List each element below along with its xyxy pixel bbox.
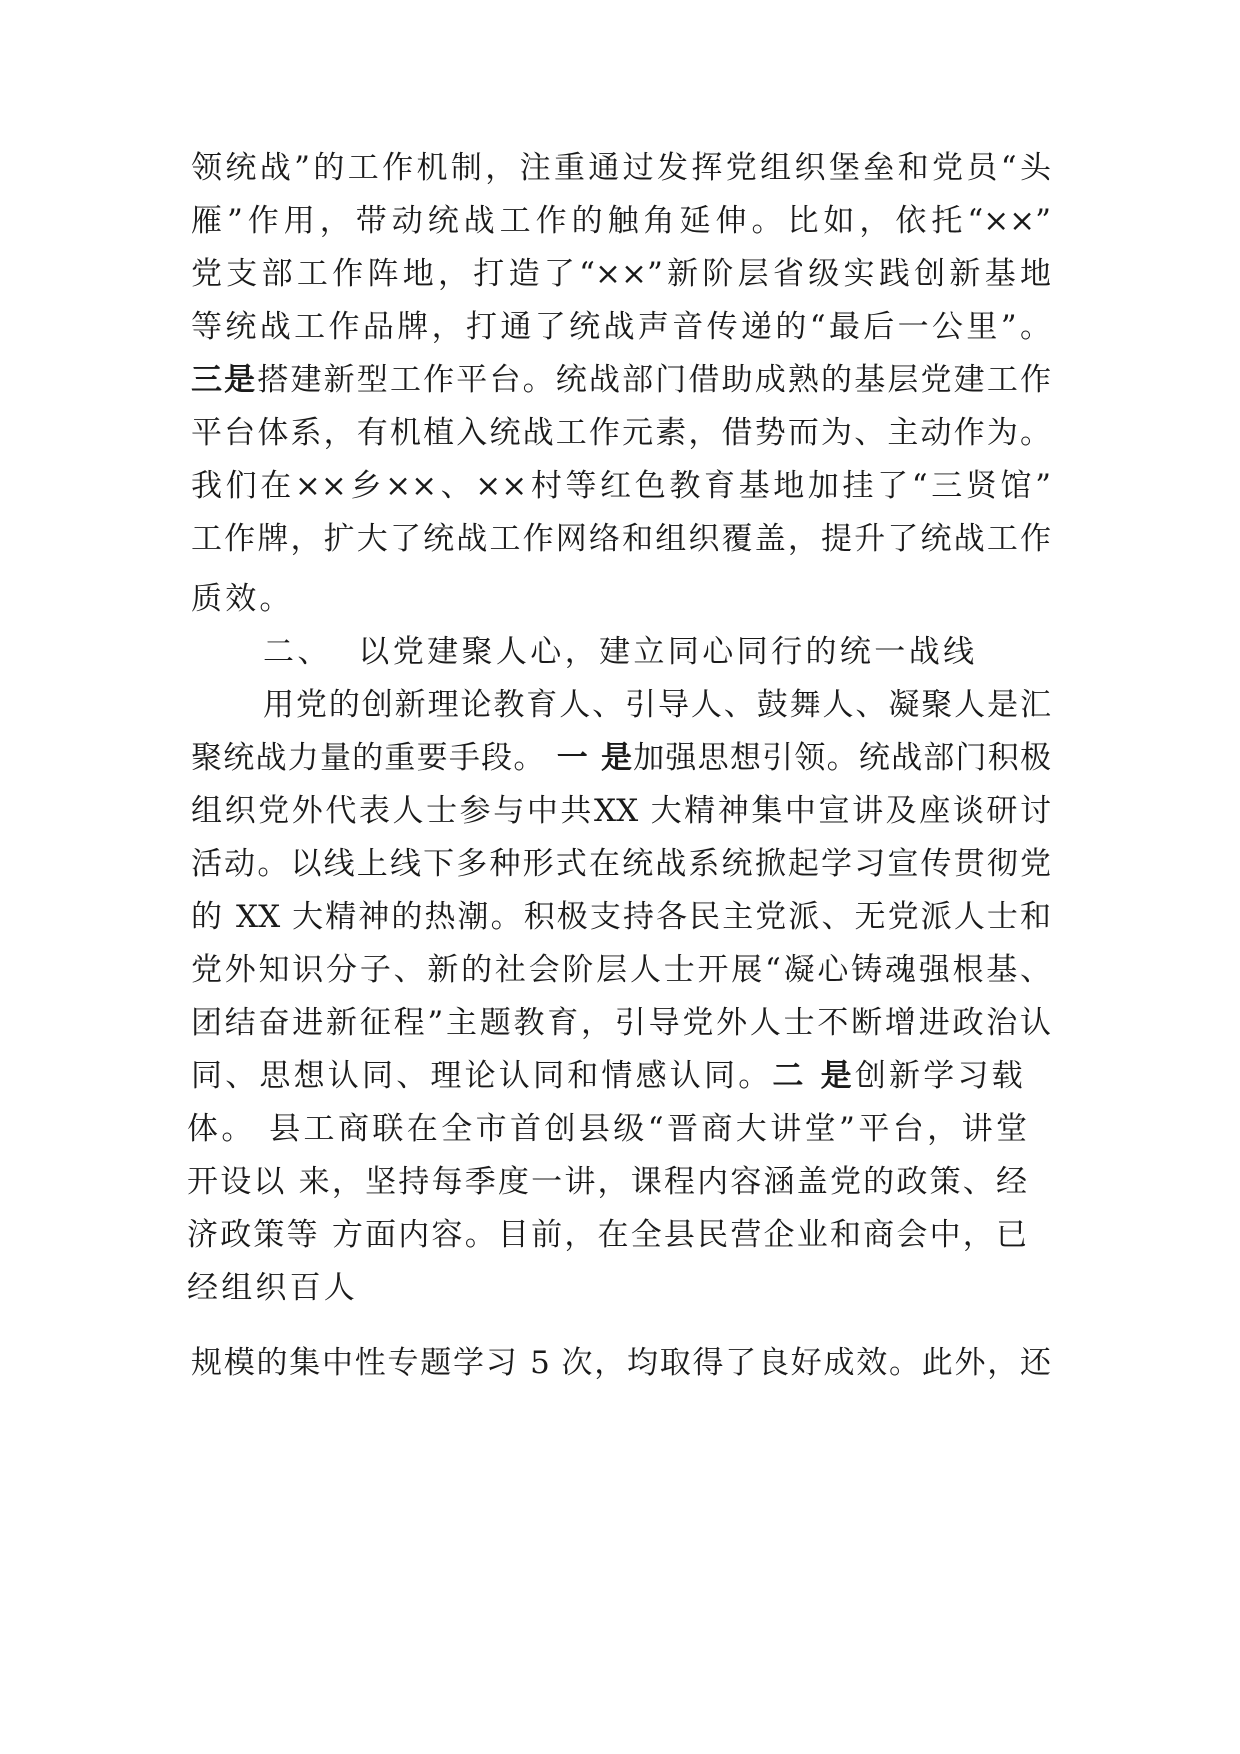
body-line — [191, 519, 1051, 559]
line-text: 平台体系，有机植入统战工作元素，借势而为、主动作为。 — [191, 415, 1051, 451]
line-text: 团结奋进新征程”主题教育，引导党外人士不断增进政治认 — [191, 1005, 1051, 1041]
paragraph-first-line — [263, 685, 1051, 725]
body-line — [191, 1343, 1051, 1383]
line-text: 党外知识分子、新的社会阶层人士开展“凝心铸魂强根基、 — [191, 952, 1051, 988]
line-text: 等统战工作品牌，打通了统战声音传递的“最后一公里”。 — [191, 309, 1051, 345]
section-heading — [263, 632, 978, 672]
body-line — [191, 738, 1051, 778]
body-line — [191, 466, 1051, 506]
line-text: 的 XX 大精神的热潮。积极支持各民主党派、无党派人士和 — [191, 899, 1051, 935]
line-text: 组织党外代表人士参与中共XX 大精神集中宣讲及座谈研讨 — [191, 793, 1051, 829]
body-line — [191, 791, 1051, 831]
body-line — [187, 1268, 358, 1308]
line-text: 济政策等 方面内容。目前，在全县民营企业和商会中，已 — [187, 1217, 1027, 1253]
line-text: 创新学习载 — [854, 1058, 1026, 1094]
body-line — [191, 413, 1051, 453]
body-line — [187, 1215, 1027, 1255]
body-line — [187, 1162, 1027, 1202]
line-text: 我们在××乡××、××村等红色教育基地加挂了“三贤馆” — [191, 468, 1051, 504]
line-text: 加强思想引领。统战部门积极 — [633, 740, 1052, 776]
line-text: 开设以 来，坚持每季度一讲，课程内容涵盖党的政策、经 — [187, 1164, 1027, 1200]
line-text: 活动。以线上线下多种形式在统战系统掀起学习宣传贯彻党 — [191, 846, 1051, 882]
line-text: 搭建新型工作平台。统战部门借助成熟的基层党建工作 — [257, 362, 1052, 398]
body-line — [191, 897, 1051, 937]
line-text: 工作牌，扩大了统战工作网络和组织覆盖，提升了统战工作 — [191, 521, 1051, 557]
body-line — [187, 1109, 1027, 1149]
body-line — [191, 254, 1051, 294]
heading-text: 二、 以党建聚人心，建立同心同行的统一战线 — [263, 634, 978, 670]
line-text: 雁”作用，带动统战工作的触角延伸。比如，依托“××” — [191, 203, 1051, 239]
body-line — [191, 1003, 1051, 1043]
line-text: 质效。 — [191, 581, 294, 617]
line-text: 规模的集中性专题学习 5 次，均取得了良好成效。此外，还 — [191, 1345, 1051, 1381]
body-line — [191, 844, 1051, 884]
body-line — [191, 360, 1051, 400]
body-line — [191, 307, 1051, 347]
line-text: 用党的创新理论教育人、引导人、鼓舞人、凝聚人是汇 — [263, 687, 1051, 723]
body-line — [191, 950, 1051, 990]
body-line — [191, 579, 294, 619]
bold-lead: 三是 — [191, 362, 258, 398]
line-text: 经组织百人 — [187, 1270, 358, 1306]
bold-lead: 一 是 — [556, 740, 634, 776]
body-line — [191, 1056, 1026, 1096]
line-text: 同、思想认同、理论认同和情感认同。 — [191, 1058, 773, 1094]
line-text: 体。 县工商联在全市首创县级“晋商大讲堂”平台，讲堂 — [187, 1111, 1027, 1147]
line-text: 领统战”的工作机制，注重通过发挥党组织堡垒和党员“头 — [191, 150, 1051, 186]
line-text: 聚统战力量的重要手段。 — [191, 740, 557, 776]
line-text: 党支部工作阵地，打造了“××”新阶层省级实践创新基地 — [191, 256, 1051, 292]
bold-lead: 二 是 — [772, 1058, 855, 1094]
body-line — [191, 148, 1051, 188]
body-line — [191, 201, 1051, 241]
